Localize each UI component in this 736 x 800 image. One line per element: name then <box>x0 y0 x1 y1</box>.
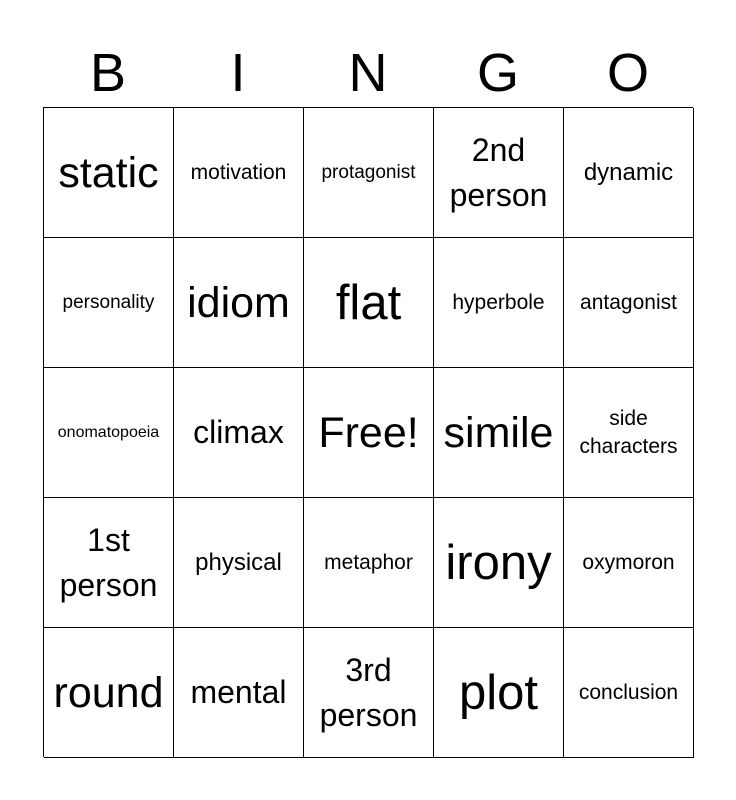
cell-label: hyperbole <box>452 290 545 314</box>
cell-label: round <box>53 668 164 717</box>
cell-label: protagonist <box>321 161 416 183</box>
bingo-cell[interactable] <box>564 628 694 758</box>
bingo-cell[interactable] <box>434 108 564 238</box>
header-letter-b: B <box>89 43 127 103</box>
cell-label: personality <box>62 291 155 313</box>
cell-label: plot <box>458 665 538 720</box>
bingo-cell[interactable] <box>564 108 694 238</box>
bingo-cell[interactable] <box>564 498 694 628</box>
header-letter-g: G <box>476 43 519 103</box>
cell-label: physical <box>195 548 282 576</box>
cell-label: mental <box>190 674 287 710</box>
bingo-cell[interactable] <box>44 368 174 498</box>
cell-label: conclusion <box>578 680 679 704</box>
bingo-cell[interactable] <box>304 238 434 368</box>
cell-label: 2nd person <box>449 131 548 213</box>
cell-label: climax <box>193 414 284 450</box>
cell-label: idiom <box>187 278 290 327</box>
bingo-cell[interactable] <box>564 368 694 498</box>
cell-label: Free! <box>318 408 419 457</box>
cell-label: flat <box>335 275 402 330</box>
cell-label: simile <box>443 408 554 457</box>
bingo-cell[interactable] <box>44 108 174 238</box>
cell-label: dynamic <box>583 158 674 186</box>
bingo-cell[interactable] <box>174 108 304 238</box>
bingo-cell[interactable] <box>434 498 564 628</box>
header-letter-o: O <box>606 43 649 103</box>
bingo-cell[interactable] <box>304 628 434 758</box>
bingo-cell[interactable] <box>564 238 694 368</box>
bingo-cell[interactable] <box>304 108 434 238</box>
cell-label: irony <box>445 535 552 590</box>
bingo-cell[interactable] <box>174 498 304 628</box>
bingo-cell[interactable] <box>44 238 174 368</box>
bingo-cell[interactable] <box>174 238 304 368</box>
cell-label: antagonist <box>580 290 677 314</box>
cell-label: 3rd person <box>319 651 418 733</box>
cell-label: motivation <box>190 160 287 184</box>
bingo-cell[interactable] <box>304 498 434 628</box>
header-letter-i: I <box>230 43 246 103</box>
bingo-board <box>43 107 693 757</box>
header-letter-n: N <box>348 43 388 103</box>
bingo-cell[interactable] <box>44 498 174 628</box>
bingo-cell[interactable] <box>434 238 564 368</box>
bingo-cell[interactable] <box>174 368 304 498</box>
bingo-header <box>43 38 693 108</box>
cell-label: onomatopoeia <box>57 423 160 441</box>
cell-label: oxymoron <box>582 550 675 574</box>
cell-label: 1st person <box>59 521 158 603</box>
cell-label: metaphor <box>324 550 413 574</box>
cell-label: side characters <box>579 406 678 458</box>
bingo-cell[interactable] <box>434 628 564 758</box>
bingo-cell[interactable] <box>44 628 174 758</box>
bingo-cell[interactable] <box>174 628 304 758</box>
bingo-cell[interactable] <box>434 368 564 498</box>
cell-label: static <box>58 148 159 197</box>
free-space-cell[interactable] <box>304 368 434 498</box>
